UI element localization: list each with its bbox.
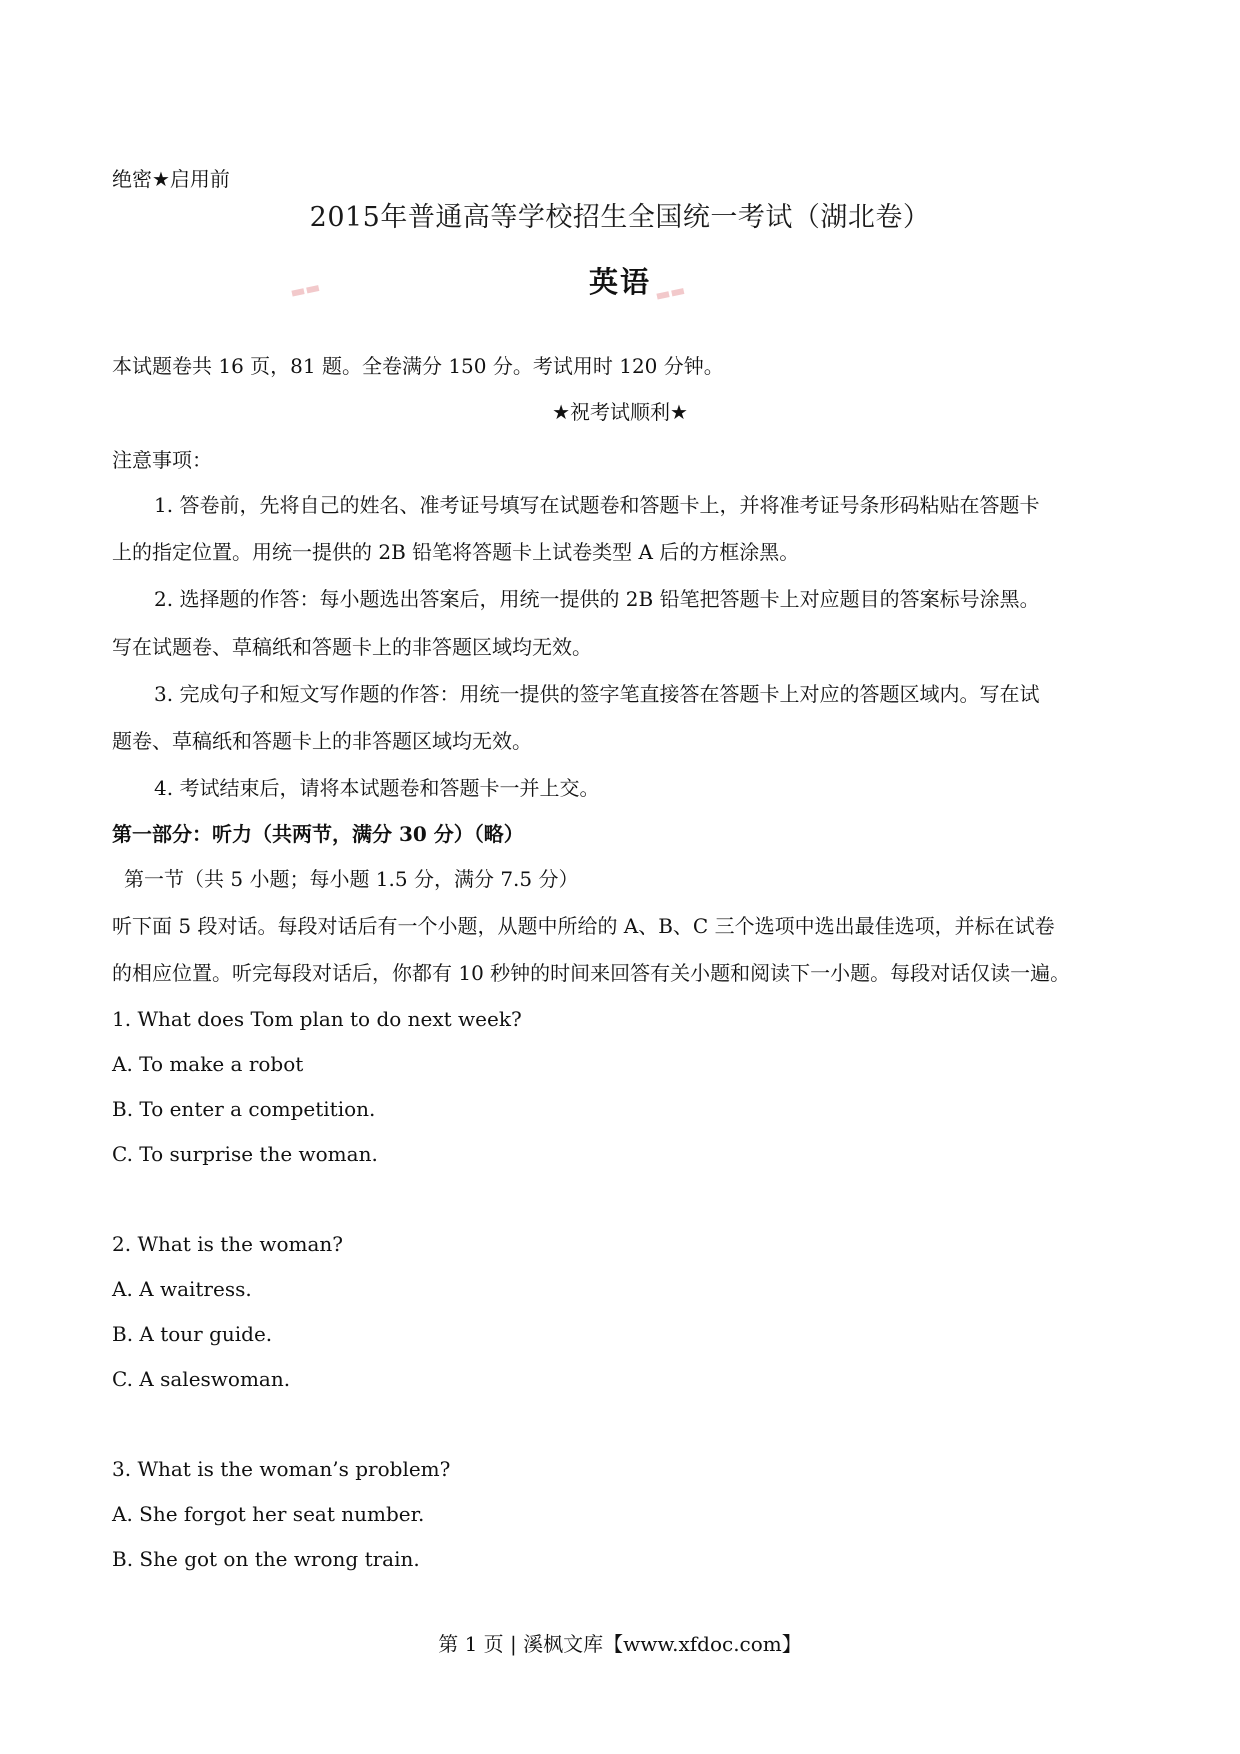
answer-option: B. She got on the wrong train.	[112, 1547, 420, 1571]
section-heading: 第一节（共 5 小题；每小题 1.5 分，满分 7.5 分）	[124, 867, 579, 891]
part-heading: 第一部分：听力（共两节，满分 30 分）（略）	[112, 822, 524, 846]
question-stem: 3. What is the woman’s problem?	[112, 1457, 451, 1481]
good-luck-line: ★祝考试顺利★	[552, 400, 688, 424]
notice-item-continuation: 上的指定位置。用统一提供的 2B 铅笔将答题卡上试卷类型 A 后的方框涂黑。	[112, 540, 800, 564]
exam-summary: 本试题卷共 16 页，81 题。全卷满分 150 分。考试用时 120 分钟。	[112, 354, 724, 378]
notice-item: 2. 选择题的作答：每小题选出答案后，用统一提供的 2B 铅笔把答题卡上对应题目的答案标号涂黑。	[154, 587, 1040, 611]
notice-item: 3. 完成句子和短文写作题的作答：用统一提供的签字笔直接答在答题卡上对应的答题区域内。写在试	[154, 682, 1040, 706]
answer-option: A. A waitress.	[112, 1277, 252, 1301]
answer-option: A. To make a robot	[112, 1052, 304, 1076]
answer-option: B. A tour guide.	[112, 1322, 273, 1346]
section-instructions: 听下面 5 段对话。每段对话后有一个小题，从题中所给的 A、B、C 三个选项中选出最佳选项，并标在试卷	[112, 914, 1055, 938]
watermark-stamp: ▬▬	[653, 280, 687, 305]
watermark-stamp: ▬▬	[288, 277, 322, 302]
question-stem: 2. What is the woman?	[112, 1232, 343, 1256]
notice-item-continuation: 题卷、草稿纸和答题卡上的非答题区域均无效。	[112, 729, 532, 753]
notice-item: 4. 考试结束后，请将本试题卷和答题卡一并上交。	[154, 776, 600, 800]
answer-option: B. To enter a competition.	[112, 1097, 376, 1121]
answer-option: C. A saleswoman.	[112, 1367, 291, 1391]
notice-heading: 注意事项：	[112, 448, 212, 472]
section-instructions-continuation: 的相应位置。听完每段对话后，你都有 10 秒钟的时间来回答有关小题和阅读下一小题。每段对话仅读一遍。	[112, 961, 1071, 985]
subject-title: 英语	[588, 265, 651, 299]
question-stem: 1. What does Tom plan to do next week?	[112, 1007, 522, 1031]
answer-option: C. To surprise the woman.	[112, 1142, 378, 1166]
answer-option: A. She forgot her seat number.	[112, 1502, 425, 1526]
page-footer: 第 1 页 | 溪枫文库【www.xfdoc.com】	[438, 1632, 802, 1656]
confidential-label: 绝密★启用前	[112, 167, 230, 191]
notice-item-continuation: 写在试题卷、草稿纸和答题卡上的非答题区域均无效。	[112, 635, 592, 659]
notice-item: 1. 答卷前，先将自己的姓名、准考证号填写在试题卷和答题卡上，并将准考证号条形码粘贴在答题卡	[154, 493, 1040, 517]
exam-title: 2015年普通高等学校招生全国统一考试（湖北卷）	[309, 202, 931, 233]
